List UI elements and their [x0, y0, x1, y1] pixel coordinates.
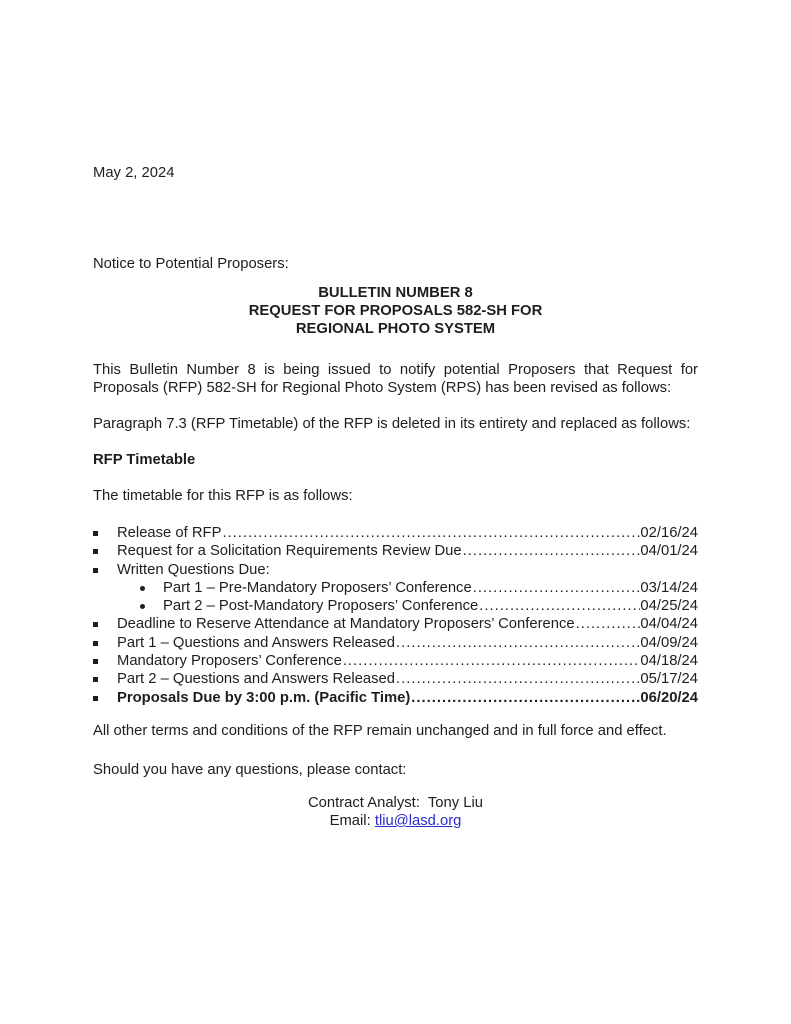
title-line-1: BULLETIN NUMBER 8 [318, 285, 473, 301]
paragraph-intro: This Bulletin Number 8 is being issued to notify potential Proposers that Request for Proposals (RFP) 582-SH for Regional Photo System (RPS) has been revised as follows: [93, 362, 698, 396]
contact-email-label: Email: [329, 812, 371, 829]
paragraph-replacement: Paragraph 7.3 (RFP Timetable) of the RFP is deleted in its entirety and replaced as follows: [93, 416, 691, 432]
dot-leader [395, 670, 640, 688]
timetable-item-label: Part 2 – Post-Mandatory Proposers’ Conference [163, 598, 479, 615]
timetable-item-date: 02/16/24 [640, 525, 698, 541]
bullet-square-icon [93, 568, 98, 573]
bullet-square-icon [93, 641, 98, 646]
contact-block [93, 794, 698, 830]
salutation: Notice to Potential Proposers: [93, 256, 289, 272]
timetable-item-date: 04/01/24 [640, 543, 698, 560]
timetable-intro: The timetable for this RFP is as follows: [93, 488, 353, 504]
closing-questions: Should you have any questions, please contact: [93, 761, 407, 778]
dot-leader [342, 652, 641, 670]
email-link[interactable]: tliu@lasd.org [374, 812, 462, 829]
dot-leader [472, 579, 641, 597]
timetable-item-label: Part 2 – Questions and Answers Released [117, 671, 396, 688]
timetable-item [93, 615, 698, 633]
timetable-list [93, 524, 698, 707]
timetable-subitem [93, 579, 698, 597]
timetable-item [93, 524, 698, 542]
timetable-item-proposals-due [93, 689, 698, 707]
contact-analyst-line [93, 794, 698, 812]
timetable-item-date: 06/20/24 [640, 689, 698, 706]
bullet-square-icon [93, 677, 98, 682]
dot-leader [395, 634, 640, 652]
bullet-dot-icon [140, 604, 145, 609]
timetable-item-date: 05/17/24 [640, 671, 698, 688]
bullet-square-icon [93, 531, 98, 536]
timetable-item-date: 04/25/24 [640, 598, 698, 615]
bullet-square-icon [93, 696, 98, 701]
letter-date: May 2, 2024 [93, 165, 175, 181]
timetable-item-label: Mandatory Proposers’ Conference [117, 653, 342, 670]
timetable-item [93, 561, 698, 579]
bullet-square-icon [93, 549, 98, 554]
timetable-item-label: Release of RFP [117, 525, 222, 541]
timetable-item [93, 670, 698, 688]
timetable-item-date: 04/18/24 [640, 653, 698, 670]
contact-analyst-name: Tony Liu [427, 794, 483, 811]
timetable-item-label: Proposals Due by 3:00 p.m. (Pacific Time) [117, 689, 411, 706]
timetable-item [93, 634, 698, 652]
timetable-item-date: 03/14/24 [640, 579, 698, 596]
timetable-item [93, 542, 698, 560]
dot-leader [478, 597, 640, 615]
dot-leader [462, 542, 641, 560]
timetable-item-label: Request for a Solicitation Requirements Review Due [117, 543, 462, 560]
dot-leader [410, 689, 640, 707]
timetable-item-date: 04/04/24 [640, 616, 698, 633]
timetable-item-label: Part 1 – Questions and Answers Released [117, 634, 396, 651]
closing-terms: All other terms and conditions of the RFP remain unchanged and in full force and effect. [93, 722, 667, 739]
dot-leader [221, 524, 640, 542]
title-line-3: REGIONAL PHOTO SYSTEM [295, 321, 496, 337]
timetable-subitem [93, 597, 698, 615]
dot-leader [575, 615, 641, 633]
timetable-item-label: Written Questions Due: [117, 561, 270, 578]
contact-email-line [93, 812, 698, 830]
timetable-item-label: Deadline to Reserve Attendance at Mandatory Proposers’ Conference [117, 616, 575, 633]
timetable-heading: RFP Timetable [93, 452, 196, 468]
bullet-dot-icon [140, 586, 145, 591]
bullet-square-icon [93, 622, 98, 627]
document-title [93, 284, 698, 338]
timetable-item [93, 652, 698, 670]
title-line-2: REQUEST FOR PROPOSALS 582-SH FOR [248, 303, 543, 319]
timetable-item-date: 04/09/24 [640, 634, 698, 651]
contact-analyst-label: Contract Analyst: [308, 794, 420, 811]
bullet-square-icon [93, 659, 98, 664]
timetable-item-label: Part 1 – Pre-Mandatory Proposers’ Conference [163, 579, 472, 596]
